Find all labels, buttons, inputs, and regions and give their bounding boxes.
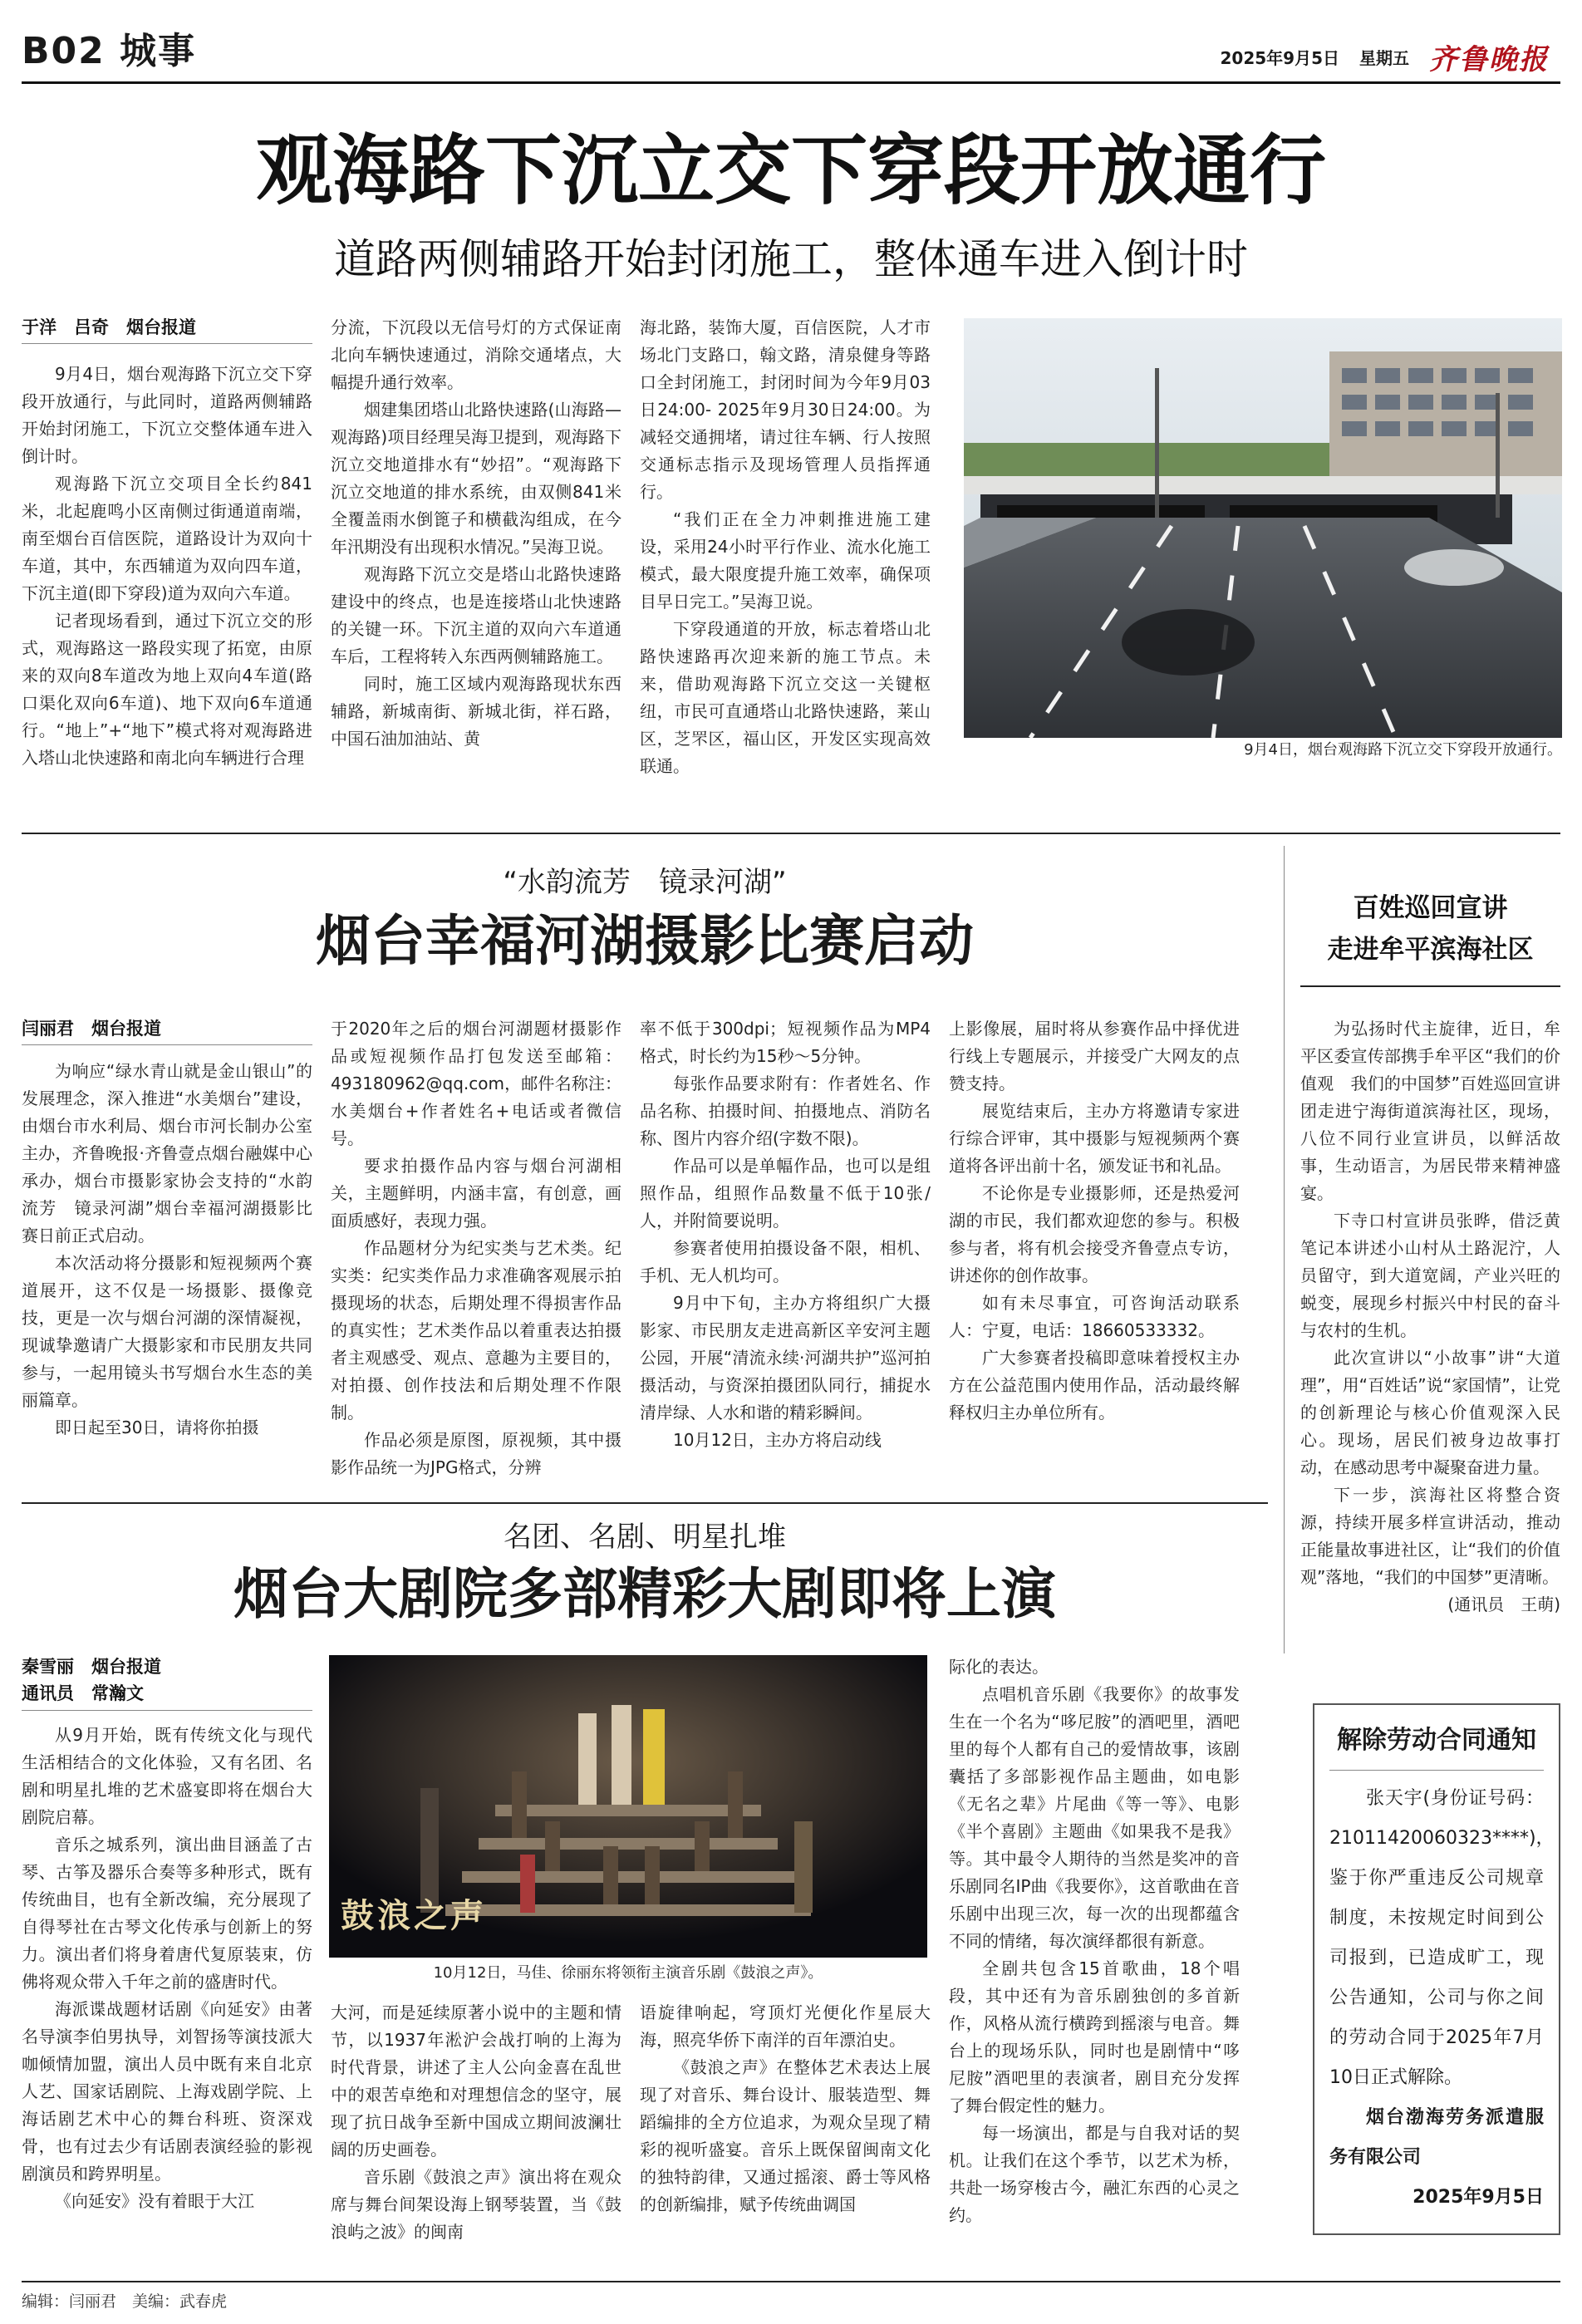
paragraph: 本次活动将分摄影和短视频两个赛道展开，这不仅是一场摄影、摄像竞技，更是一次与烟台河湖的深情凝视，现诚挚邀请广大摄影家和市民朋友共同参与，一起用镜头书写烟台水生态的美丽篇章。 bbox=[22, 1253, 312, 1410]
tunnel-illustration bbox=[964, 318, 1562, 738]
article1-col2 bbox=[331, 314, 622, 753]
paragraph: 作品题材分为纪实类与艺术类。纪实类：纪实类作品力求准确客观展示拍摄现场的状态，后期处理不得损害作品的真实性；艺术类作品以着重表达拍摄者主观感受、观点、意趣为主要目的，对拍摄、创作技法和后期处理不作限制。 bbox=[331, 1238, 622, 1422]
paragraph: 10月12日，主办方将启动线 bbox=[673, 1430, 882, 1450]
paragraph: 际化的表达。 bbox=[949, 1657, 1049, 1677]
paragraph: 点唱机音乐剧《我要你》的故事发生在一个名为“哆尼胺”的酒吧里，酒吧里的每个人都有自己的爱情故事，该剧囊括了多部影视作品主题曲，如电影《无名之辈》片尾曲《等一等》、电影《半个喜剧》主题曲《如果我不是我》等。其中最令人期待的当然是奖冲的音乐剧同名IP曲《我要你》，这首歌曲在音乐剧中出现三次，每一次的出现都蕴含不同的情绪，每次演绎都很有新意。 bbox=[949, 1684, 1240, 1951]
paragraph: 记者现场看到，通过下沉立交的形式，观海路这一路段实现了拓宽，由原来的双向8车道改为地上双向4车道(路口渠化双向6车道)、地下双向6车道通行。“地上”+“地下”模式将对观海路进入塔山北快速路和南北向车辆进行合理 bbox=[22, 611, 312, 768]
paragraph: 观海路下沉立交项目全长约841米，北起鹿鸣小区南侧过街通道南端，南至烟台百信医院，道路设计为双向十车道，其中，东西辅道为双向四车道，下沉主道(即下穿段)道为双向六车道。 bbox=[22, 474, 312, 603]
article1-title: 观海路下沉立交下穿段开放通行 bbox=[255, 125, 1326, 215]
article3-kicker: 名团、名剧、明星扎堆 bbox=[504, 1521, 786, 1554]
paragraph: 每张作品要求附有：作者姓名、作品名称、拍摄时间、拍摄地点、消防名称、图片内容介绍(字数不限)。 bbox=[640, 1074, 931, 1148]
article1-col3 bbox=[640, 314, 931, 780]
paragraph: 率不低于300dpi；短视频作品为MP4格式，时长约为15秒～5分钟。 bbox=[640, 1019, 931, 1066]
tunnel-photo bbox=[964, 318, 1562, 738]
paragraph: 作品必须是原图，原视频，其中摄影作品统一为JPG格式，分辨 bbox=[331, 1430, 622, 1477]
paragraph: 下穿段通道的开放，标志着塔山北路快速路再次迎来新的施工节点。未来，借助观海路下沉立交这一关键枢纽，市民可直通塔山北路快速路，莱山区，芝罘区，福山区，开发区实现高效联通。 bbox=[640, 619, 931, 776]
paragraph: 上影像展，届时将从参赛作品中择优进行线上专题展示，并接受广大网友的点赞支持。 bbox=[949, 1019, 1240, 1093]
paragraph: 为响应“绿水青山就是金山银山”的发展理念，深入推进“水美烟台”建设，由烟台市水利局、烟台市河长制办公室主办，齐鲁晚报·齐鲁壹点烟台融媒中心承办，烟台市摄影家协会支持的“水韵流芳 镜录河湖”烟台幸福河湖摄影比赛日前正式启动。 bbox=[22, 1061, 312, 1246]
issue-weekday: 星期五 bbox=[1359, 48, 1409, 68]
header-rule bbox=[22, 81, 1560, 84]
sidebar-divider bbox=[1284, 846, 1285, 1653]
paragraph: 下一步，滨海社区将整合资源，持续开展多样宣讲活动，推动正能量故事进社区，让“我们的价值观”落地，“我们的中国梦”更清晰。 bbox=[1300, 1485, 1560, 1587]
paragraph: 海派谍战题材话剧《向延安》由著名导演李伯男执导，刘智扬等演技派大咖倾情加盟，演出人员中既有来自北京人艺、国家话剧院、上海戏剧学院、上海话剧艺术中心的舞台科班、资深戏骨，也有过去少有话剧表演经验的影视剧演员和跨界明星。 bbox=[22, 1999, 312, 2184]
article2-col3 bbox=[640, 1015, 931, 1454]
article2-col4 bbox=[949, 1015, 1240, 1427]
section-divider bbox=[22, 833, 1560, 834]
paper-logo: 齐鲁晚报 bbox=[1429, 43, 1549, 76]
article1-caption: 9月4日，烟台观海路下沉立交下穿段开放通行。 bbox=[1244, 741, 1562, 759]
paragraph: 音乐剧《鼓浪之声》演出将在观众席与舞台间架设海上钢琴装置，当《鼓浪屿之波》的闽南 bbox=[331, 2167, 622, 2242]
paragraph: 《鼓浪之声》在整体艺术表达上展现了对音乐、舞台设计、服装造型、舞蹈编排的全方位追求，为观众呈现了精彩的视听盛宴。音乐上既保留闽南文化的独特韵律，又通过摇滚、爵士等风格的创新编排，赋予传统曲调国 bbox=[640, 2057, 931, 2214]
paragraph: 作品可以是单幅作品，也可以是组照作品，组照作品数量不低于10张/人，并附简要说明。 bbox=[640, 1156, 931, 1231]
paragraph: 全剧共包含15首歌曲，18个唱段，其中还有为音乐剧独创的多首新作，风格从流行横跨到摇滚与电音。舞台上的现场乐队，同时也是剧情中“哆尼胺”酒吧里的表演者，剧目充分发挥了舞台假定性的魅力。 bbox=[949, 1958, 1240, 2115]
stage-photo bbox=[329, 1655, 927, 1958]
paragraph: 大河，而是延续原著小说中的主题和情节，以1937年淞沪会战打响的上海为时代背景，讲述了主人公向金喜在乱世中的艰苦卓绝和对理想信念的坚守，展现了抗日战争至新中国成立期间波澜壮阔的历史画卷。 bbox=[331, 2002, 622, 2159]
article2-kicker: “水韵流芳 镜录河湖” bbox=[503, 866, 787, 899]
article2-byline: 闫丽君 烟台报道 bbox=[22, 1019, 161, 1039]
notice-body bbox=[1314, 1771, 1559, 2218]
article3-col2 bbox=[331, 1999, 622, 2246]
issue-date: 2025年9月5日 bbox=[1220, 48, 1339, 68]
sidebar1-title-line1: 百姓巡回宣讲 bbox=[1353, 893, 1508, 923]
byline-rule bbox=[22, 1044, 312, 1045]
masthead-right bbox=[1221, 37, 1550, 77]
article3-title: 烟台大剧院多部精彩大剧即将上演 bbox=[233, 1561, 1056, 1626]
paragraph: 烟建集团塔山北路快速路(山海路—观海路)项目经理吴海卫提到，观海路下沉立交地道排水有“妙招”。“观海路下沉立交地道的排水系统，由双侧841米全覆盖雨水倒篦子和横截沟组成，在今年汛期没有出现积水情况。”吴海卫说。 bbox=[331, 400, 622, 557]
sidebar1-body bbox=[1300, 1015, 1560, 1619]
notice-text: 张天宇(身份证号码：21011420060323****)，鉴于你严重违反公司规章制度，未按规定时间到公司报到，已造成旷工，现公告通知，公司与你之间的劳动合同于2025年7月10日正式解除。 bbox=[1329, 1788, 1555, 2088]
paragraph: 海北路，装饰大厦，百信医院，人才市场北门支路口，翰文路，清泉健身等路口全封闭施工，封闭时间为今年9月03日24:00- 2025年9月30日24:00。为减轻交通拥堵，请过往车辆、行人按照交通标志指示及现场管理人员指挥通行。 bbox=[640, 317, 931, 502]
article3-col4 bbox=[949, 1653, 1240, 2229]
article1-col1 bbox=[22, 361, 312, 772]
paragraph: 音乐之城系列，演出曲目涵盖了古琴、古筝及器乐合奏等多种形式，既有传统曲目，也有全新改编，充分展现了自得琴社在古琴文化传承与创新上的努力。演出者们将身着唐代复原装束，仿佛将观众带入千年之前的盛唐时代。 bbox=[22, 1835, 312, 1992]
byline-rule bbox=[22, 1710, 312, 1711]
article1-byline: 于洋 吕奇 烟台报道 bbox=[22, 317, 196, 337]
article3-byline2: 通讯员 常瀚文 bbox=[22, 1683, 144, 1703]
paragraph: 参赛者使用拍摄设备不限，相机、手机、无人机均可。 bbox=[640, 1238, 931, 1285]
sidebar1-rule-top bbox=[1300, 985, 1560, 987]
footer-credits: 编辑：闫丽君 美编：武春虎 bbox=[22, 2292, 228, 2311]
paragraph: 《向延安》没有着眼于大江 bbox=[55, 2191, 254, 2211]
article2-col2 bbox=[331, 1015, 622, 1481]
article3-col1 bbox=[22, 1722, 312, 2215]
paragraph: 要求拍摄作品内容与烟台河湖相关，主题鲜明，内涵丰富，有创意，画面质感好，表现力强。 bbox=[331, 1156, 622, 1231]
paragraph: 广大参赛者投稿即意味着授权主办方在公益范围内使用作品，活动最终解释权归主办单位所有。 bbox=[949, 1348, 1240, 1422]
paragraph: 下寺口村宣讲员张晔，借泛黄笔记本讲述小山村从土路泥泞，人员留守，到大道宽阔，产业兴旺的蜕变，展现乡村振兴中村民的奋斗与农村的生机。 bbox=[1300, 1211, 1560, 1340]
article3-caption: 10月12日，马佳、徐丽东将领衔主演音乐剧《鼓浪之声》。 bbox=[433, 1964, 823, 1982]
paragraph: “我们正在全力冲刺推进施工建设，采用24小时平行作业、流水化施工模式，最大限度提升施工效率，确保项目早日完工。”吴海卫说。 bbox=[640, 509, 931, 612]
paragraph: 同时，施工区域内观海路现状东西辅路，新城南街、新城北街，祥石路，中国石油加油站、黄 bbox=[331, 674, 622, 749]
paragraph: 此次宣讲以“小故事”讲“大道理”，用“百姓话”说“家国情”，让党的创新理论与核心价值观深入民心。现场，居民们被身边故事打动，在感动思考中凝聚奋进力量。 bbox=[1300, 1348, 1560, 1477]
article2-title: 烟台幸福河湖摄影比赛启动 bbox=[316, 908, 974, 973]
paragraph: 如有未尽事宜，可咨询活动联系人：宁夏，电话：18660533332。 bbox=[949, 1293, 1240, 1340]
notice-company: 烟台渤海劳务派遣服务有限公司 bbox=[1329, 2107, 1544, 2168]
section-label: B02 城事 bbox=[22, 30, 197, 72]
article1-subtitle: 道路两侧辅路开始封闭施工，整体通车进入倒计时 bbox=[334, 236, 1248, 283]
sidebar1-title-line2: 走进牟平滨海社区 bbox=[1327, 935, 1534, 965]
article3-col3 bbox=[640, 1999, 931, 2218]
paragraph: 观海路下沉立交是塔山北路快速路建设中的终点，也是连接塔山北快速路的关键一环。下沉主道的双向六车道通车后，工程将转入东西两侧辅路施工。 bbox=[331, 564, 622, 666]
notice-box bbox=[1313, 1703, 1560, 2235]
paragraph: 9月4日，烟台观海路下沉立交下穿段开放通行，与此同时，道路两侧辅路开始封闭施工，下沉立交整体通车进入倒计时。 bbox=[22, 364, 312, 466]
sidebar1-signoff: (通讯员 王萌) bbox=[1447, 1594, 1560, 1614]
paragraph: 语旋律响起，穹顶灯光便化作星辰大海，照亮华侨下南洋的百年漂泊史。 bbox=[640, 2002, 931, 2050]
paragraph: 从9月开始，既有传统文化与现代生活相结合的文化体验，又有名团、名剧和明星扎堆的艺术盛宴即将在烟台大剧院启幕。 bbox=[22, 1725, 312, 1827]
footer-rule bbox=[22, 2281, 1560, 2282]
paragraph: 分流，下沉段以无信号灯的方式保证南北向车辆快速通过，消除交通堵点，大幅提升通行效率。 bbox=[331, 317, 622, 392]
stage-photo-overlay: 鼓浪之声 bbox=[341, 1896, 487, 1935]
paragraph: 9月中下旬，主办方将组织广大摄影家、市民朋友走进高新区辛安河主题公园，开展“清流永续·河湖共护”巡河拍摄活动，与资深拍摄团队同行，捕捉水清岸绿、人水和谐的精彩瞬间。 bbox=[640, 1293, 931, 1422]
paragraph: 不论你是专业摄影师，还是热爱河湖的市民，我们都欢迎您的参与。积极参与者，将有机会接受齐鲁壹点专访，讲述你的创作故事。 bbox=[949, 1183, 1240, 1285]
paragraph: 每一场演出，都是与自我对话的契机。让我们在这个季节，以艺术为桥，共赴一场穿梭古今，融汇东西的心灵之约。 bbox=[949, 2123, 1240, 2225]
paragraph: 展览结束后，主办方将邀请专家进行综合评审，其中摄影与短视频两个赛道将各评出前十名，颁发证书和礼品。 bbox=[949, 1101, 1240, 1176]
notice-date: 2025年9月5日 bbox=[1412, 2187, 1544, 2208]
section-divider bbox=[22, 1502, 1268, 1504]
paragraph: 即日起至30日，请将你拍摄 bbox=[55, 1417, 259, 1437]
byline-rule bbox=[22, 343, 312, 344]
paragraph: 为弘扬时代主旋律，近日，牟平区委宣传部携手牟平区“我们的价值观 我们的中国梦”百姓巡回宣讲团走进宁海街道滨海社区，现场，八位不同行业宣讲员，以鲜活故事，生动语言，为居民带来精神盛宴。 bbox=[1300, 1019, 1560, 1203]
article3-byline1: 秦雪丽 烟台报道 bbox=[22, 1657, 161, 1677]
article2-col1 bbox=[22, 1058, 312, 1442]
paragraph: 于2020年之后的烟台河湖题材摄影作品或短视频作品打包发送至邮箱：493180962@qq.com，邮件名称注：水美烟台+作者姓名+电话或者微信号。 bbox=[331, 1019, 622, 1148]
notice-title: 解除劳动合同通知 bbox=[1337, 1726, 1536, 1755]
